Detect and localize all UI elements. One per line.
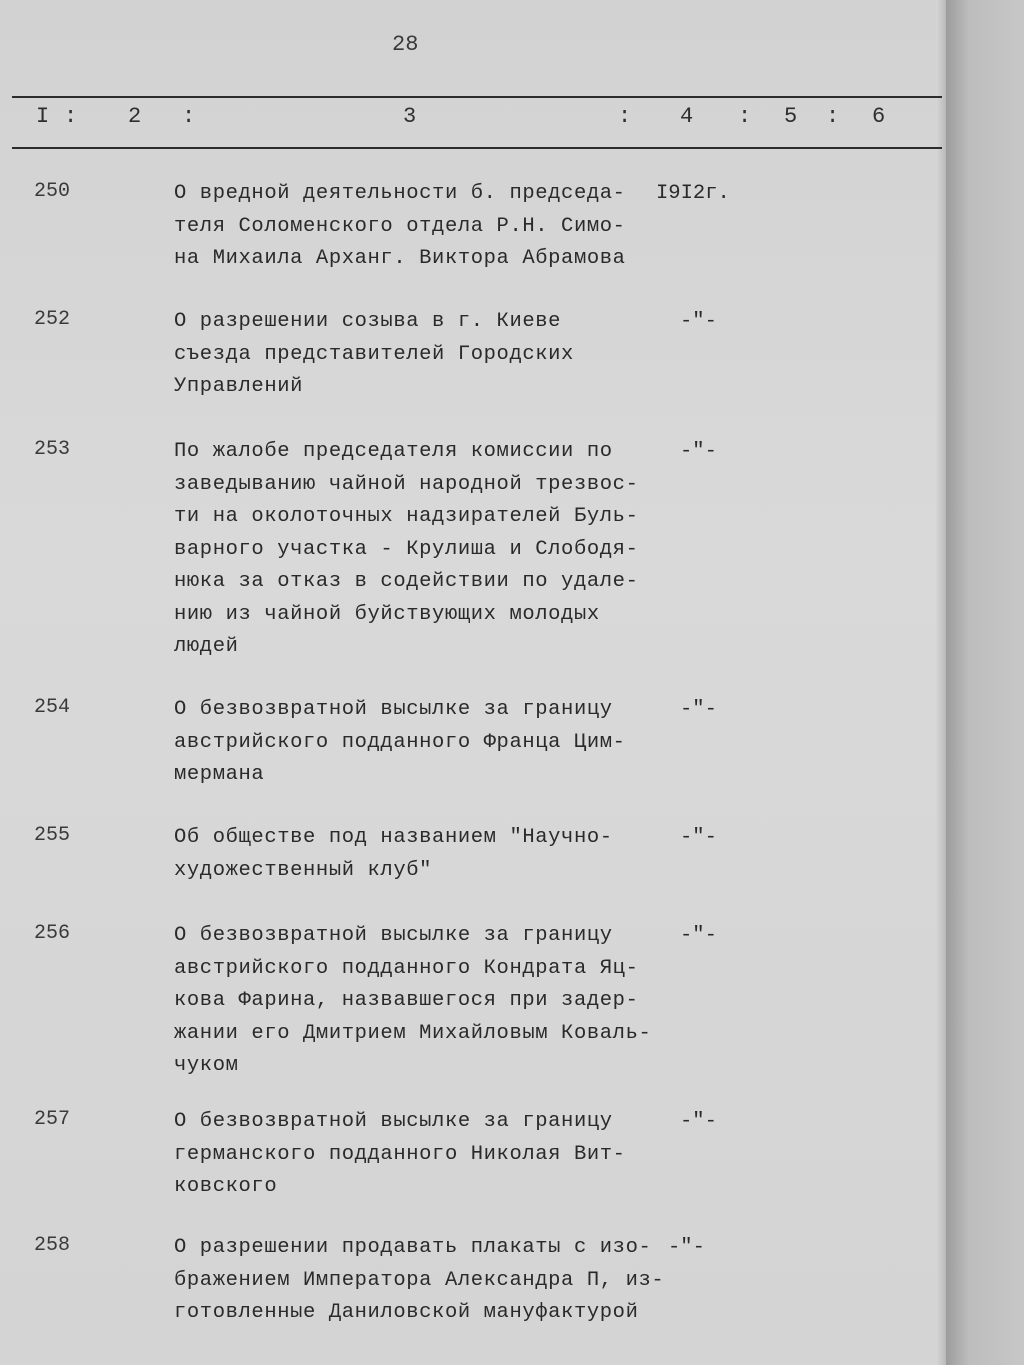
record-title-line: жании его Дмитрием Михайловым Коваль- (174, 1021, 652, 1045)
record-title-line: художественный клуб" (174, 858, 433, 882)
record-title (174, 1232, 674, 1330)
record-title-line: австрийского подданного Кондрата Яц- (174, 956, 639, 980)
column-separator: : (826, 104, 840, 129)
record-title-line: О разрешении продавать плакаты с изо- (174, 1236, 652, 1259)
record-title-line: бражением Императора Александра П, из- (174, 1268, 665, 1292)
column-separator: : (64, 104, 78, 129)
column-separator: : (182, 104, 196, 129)
record-number: 256 (34, 922, 71, 945)
record-number: 252 (34, 308, 71, 331)
record-title-line: мермана (174, 763, 265, 786)
column-separator: : (618, 104, 632, 129)
record-date: I9I2г. (656, 182, 730, 205)
record-title-line: Об обществе под названием "Научно- (174, 826, 613, 849)
record-number: 253 (34, 438, 71, 461)
record-title-line: ковского (174, 1175, 278, 1198)
record-title (174, 1106, 674, 1204)
record-title-line: нию из чайной буйствующих молодых (174, 602, 600, 626)
record-number: 254 (34, 696, 71, 719)
record-title-line: О безвозвратной высылке за границу (174, 1110, 613, 1133)
column-5-label: 5 (784, 104, 798, 129)
record-title-line: По жалобе председателя комиссии по (174, 440, 613, 463)
record-date: -"- (680, 440, 717, 463)
record-title-line: О безвозвратной высылке за границу (174, 924, 613, 947)
record-title (174, 694, 674, 792)
record-title-line: О безвозвратной высылке за границу (174, 698, 613, 721)
record-title-line: О разрешении созыва в г. Киеве (174, 310, 562, 333)
record-title-line: Управлений (174, 375, 304, 398)
page-number: 28 (392, 32, 419, 57)
record-title (174, 920, 674, 1083)
record-date: -"- (680, 698, 717, 721)
record-title-line: съезда представителей Городских (174, 342, 574, 366)
record-date: -"- (668, 1236, 705, 1259)
record-title-line: заведыванию чайной народной трезвос- (174, 472, 639, 496)
table-header-bottom-rule (12, 147, 942, 149)
column-3-label: 3 (403, 104, 417, 129)
record-title-line: готовленные Даниловской мануфактурой (174, 1301, 639, 1324)
record-title (174, 178, 674, 276)
record-title-line: нюка за отказ в содействии по удале- (174, 570, 639, 593)
record-number: 258 (34, 1234, 71, 1257)
record-title-line: германского подданного Николая Вит- (174, 1142, 626, 1166)
record-title-line: австрийского подданного Франца Цим- (174, 730, 626, 754)
column-2-label: 2 (128, 104, 142, 129)
record-title (174, 822, 674, 887)
column-6-label: 6 (872, 104, 886, 129)
column-separator: : (738, 104, 752, 129)
record-number: 250 (34, 180, 71, 203)
record-number: 257 (34, 1108, 71, 1131)
record-date: -"- (680, 1110, 717, 1133)
underlying-page (946, 0, 1024, 1365)
column-1-label: I (36, 104, 50, 129)
record-title (174, 436, 674, 664)
record-title-line: теля Соломенского отдела Р.Н. Симо- (174, 214, 626, 238)
record-title-line: варного участка - Крулиша и Слободя- (174, 537, 639, 561)
record-title-line: кова Фарина, назвавшегося при задер- (174, 989, 639, 1012)
record-date: -"- (680, 826, 717, 849)
record-title-line: на Михаила Арханг. Виктора Абрамова (174, 247, 626, 270)
record-title-line: ти на околоточных надзирателей Буль- (174, 505, 639, 528)
column-4-label: 4 (680, 104, 694, 129)
record-date: -"- (680, 310, 717, 333)
record-date: -"- (680, 924, 717, 947)
table-header-top-rule (12, 96, 942, 98)
record-title-line: людей (174, 635, 239, 658)
record-title (174, 306, 674, 404)
record-title-line: чуком (174, 1054, 239, 1077)
record-number: 255 (34, 824, 71, 847)
record-title-line: О вредной деятельности б. председа- (174, 182, 626, 205)
